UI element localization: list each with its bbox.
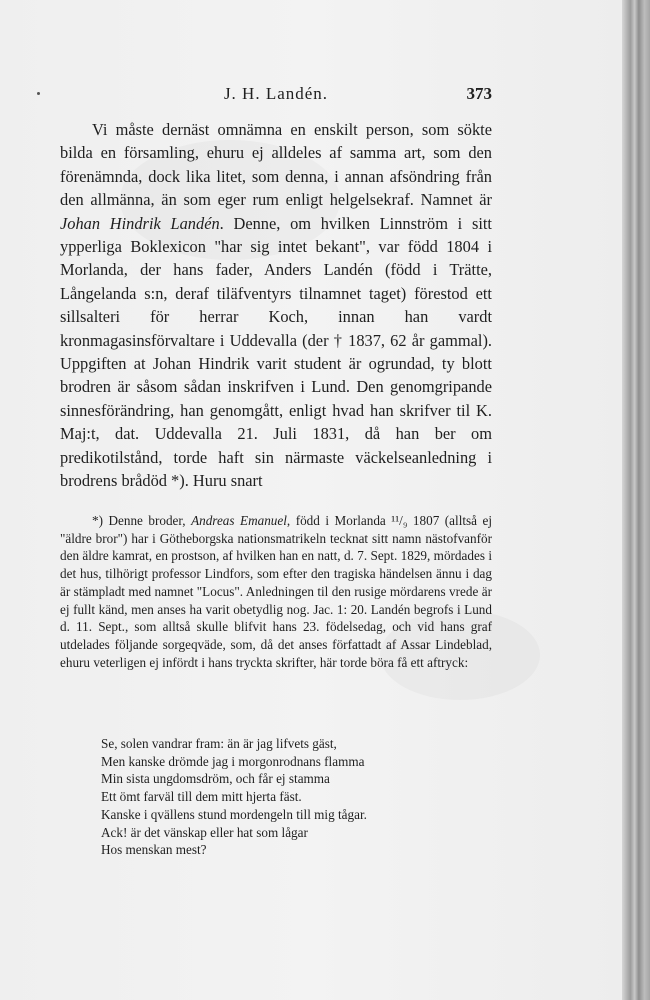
scan-page-edge <box>622 0 650 1000</box>
footnote <box>60 512 492 671</box>
main-text <box>60 118 492 493</box>
poem-line: Men kanske drömde jag i morgonrodnans flamma <box>101 753 365 769</box>
running-header <box>60 84 492 108</box>
page-number: 373 <box>466 84 492 103</box>
poem-line: Hos menskan mest? <box>101 842 207 858</box>
main-text-part-1: Vi måste dernäst omnämna en enskilt person, som sökte bilda en församling, ehuru ej alldeles af samma art, som den förenämnda, dock lika litet, som denna, i annan afsöndring från den allmänna, än som eger rum enligt helgelsekraf. Namnet är <box>60 120 492 210</box>
footnote-text: , född i Morlanda ¹¹/₉ 1807 (alltså ej "äldre bror") har i Götheborgska nationsmatrikeln tecknat sitt namn nästofvanför den äldre kamrat, en prostson, af hvilken han en natt, d. 7. Sept. 1829, mördades i det hus, tilhörigt professor Lindfors, som efter den tragiska händelsen ännu i dag är stämpladt med namnet "Locus". Anledningen til den rusige mördarens vrede är ej fullt känd, men anses ha varit obetydlig nog. Jac. 1: 20. Landén begrofs i Lund d. 11. Sept., som alltså skulle blifvit hans 23. födelsedag, och vid hans graf utdelades följande sorgeqväde, som, då det anses författadt af Assar Lindeblad, ehuru veterligen ej infördt i hans tryckta skrifter, här torde böra få ett aftryck: <box>60 513 493 670</box>
person-name-emphasis: Johan Hindrik Landén <box>60 213 220 233</box>
footnote-paragraph <box>60 512 492 671</box>
running-head-title: J. H. Landén. <box>223 84 329 103</box>
main-text-part-2: . Denne, om hvilken Linnström i sitt ypperliga Boklexicon "har sig intet bekant", var född 1804 i Morlanda, der hans fader, Anders Landén (född i Trätte, Långelanda s:n, deraf tiläfventyrs tilnamnet taget) förestod ett sillsalteri för herrar Koch, innan han vardt kronmagasinsförvaltare i Uddevalla (der † 1837, 62 år gammal). Uppgiften at Johan Hindrik varit student är ogrundad, ty blott brodren är såsom sådan inskrifven i Lund. Den genomgripande sinnesförändring, han genomgått, enligt hvad han skrifver til K. Maj:t, dat. Uddevalla 21. Juli 1831, då han ber om predikotilstånd, torde haft sin närmaste väckelseanledning i brodrens brådöd *). Huru snart <box>60 213 492 491</box>
poem-line: Min sista ungdomsdröm, och får ej stamma <box>101 771 330 787</box>
margin-dot <box>37 92 40 95</box>
main-paragraph <box>60 118 492 493</box>
footnote-marker: *) Denne broder, <box>92 513 192 528</box>
poem-line: Kanske i qvällens stund mordengeln till mig tågar. <box>101 806 367 822</box>
poem-line: Ett ömt farväl till dem mitt hjerta fäst. <box>101 789 302 805</box>
footnote-name-emphasis: Andreas Emanuel <box>191 513 287 528</box>
poem-line: Se, solen vandrar fram: än är jag lifvets gäst, <box>101 736 337 751</box>
poem <box>101 735 501 859</box>
poem-line: Ack! är det vänskap eller hat som lågar <box>101 824 308 840</box>
